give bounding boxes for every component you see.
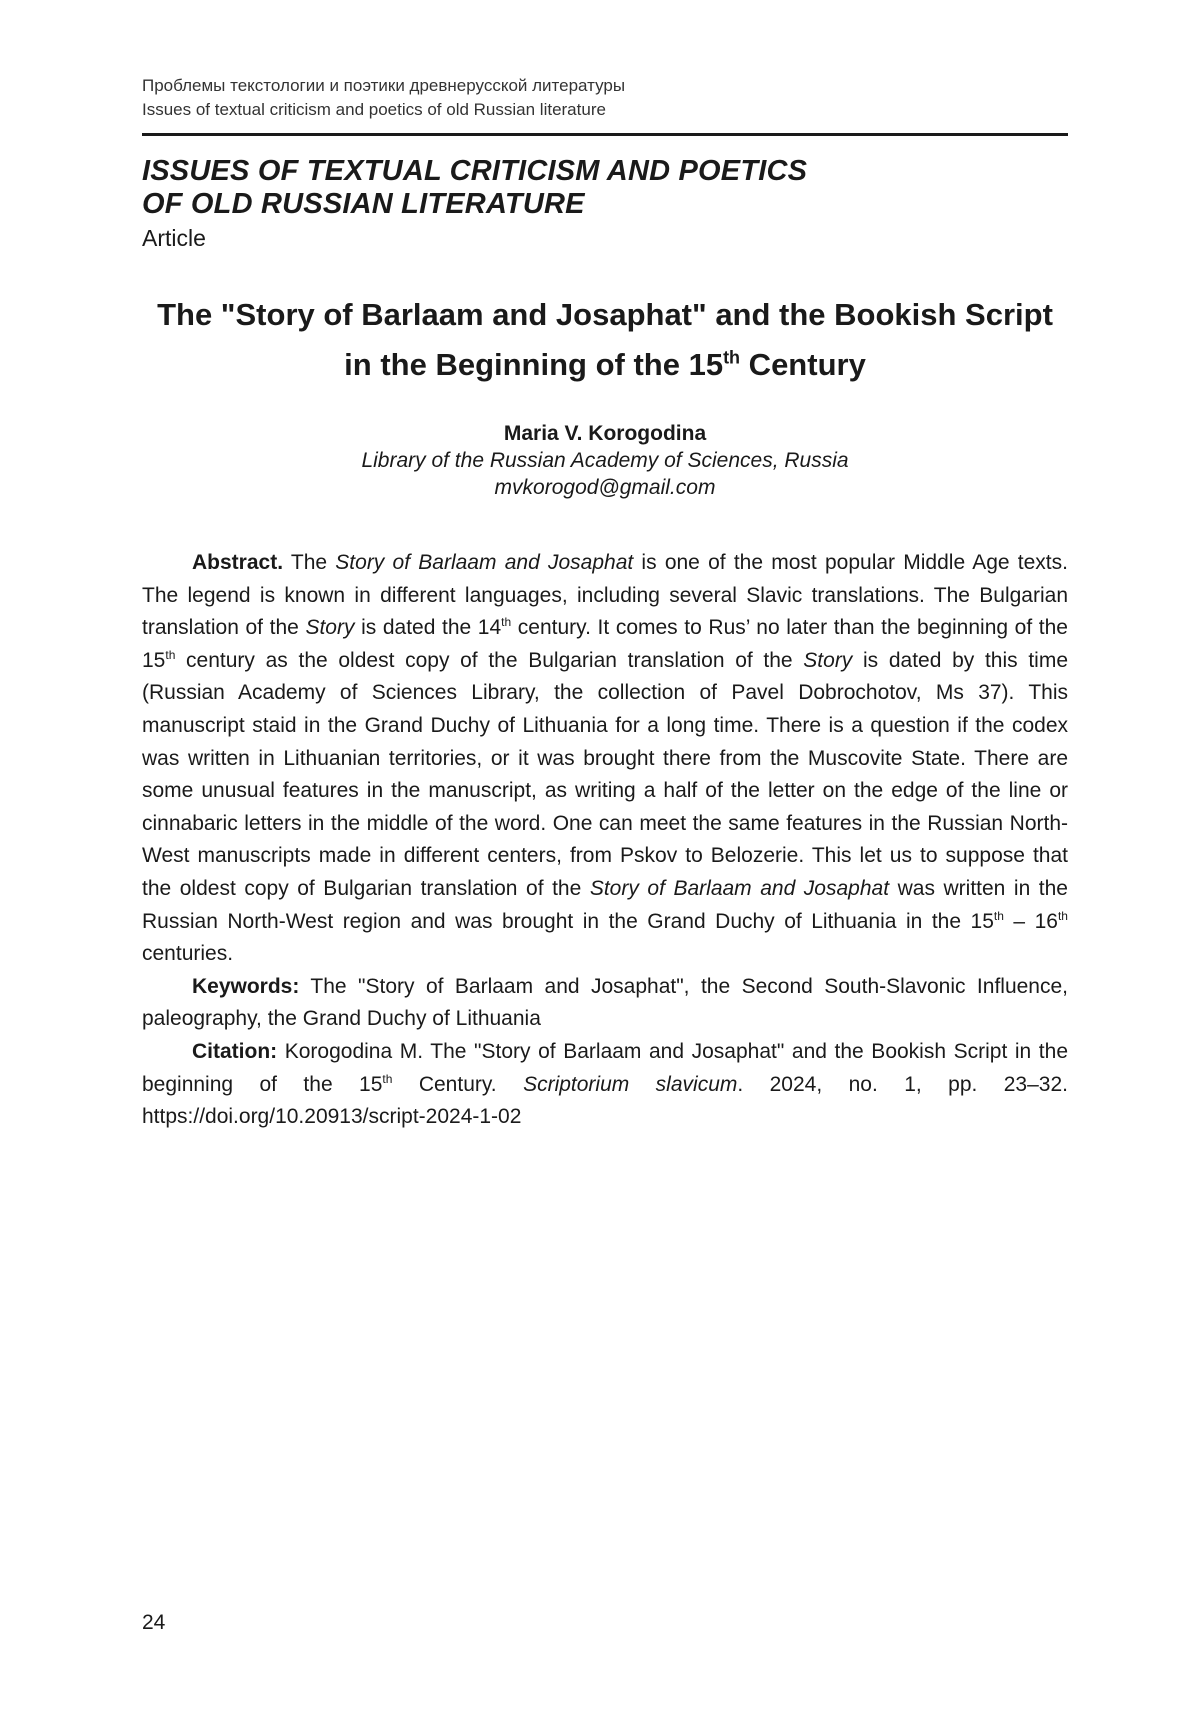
section-title: ISSUES OF TEXTUAL CRITICISM AND POETICS OF OLD RUSSIAN LITERATURE xyxy=(142,155,808,220)
article-title-end: Century xyxy=(740,347,866,382)
citation-text: Korogodina M. The "Story of Barlaam and Josaphat" and the Bookish Script in the beginning of the 15 xyxy=(142,1039,1068,1096)
running-header-russian: Проблемы текстологии и поэтики древнерусской литературы xyxy=(142,76,626,95)
abstract-text: was written in the Russian North-West region and was brought in the Grand Duchy of Lithuania in the 15 xyxy=(142,876,1068,933)
author-affiliation: Library of the Russian Academy of Sciences, Russia xyxy=(361,449,849,472)
abstract-text: is one of the most popular Middle Age texts. The legend is known in different languages, including several Slavic translations. The Bulgarian translation of the xyxy=(142,551,1068,640)
abstract-text: century. It comes to Rus’ no later than the beginning of the 15 xyxy=(142,616,1068,672)
citation-journal: Scriptorium slavicum xyxy=(523,1072,738,1096)
citation-paragraph xyxy=(142,1036,1068,1134)
article-title xyxy=(142,290,1068,390)
abstract-italic: Story xyxy=(305,616,355,640)
article-title-superscript: th xyxy=(723,347,741,368)
abstract-paragraph xyxy=(142,547,1068,971)
author-email: mvkorogod@gmail.com xyxy=(494,476,716,499)
citation-text: . 2024, no. 1, pp. 23–32. https://doi.org/10.20913/script-2024-1-02 xyxy=(142,1072,1068,1129)
page-number: 24 xyxy=(142,1611,166,1634)
abstract-italic: Story xyxy=(803,648,853,672)
author-name: Maria V. Korogodina xyxy=(503,422,707,445)
citation-label: Citation: xyxy=(192,1039,278,1063)
abstract-text: is dated the 14 xyxy=(354,616,502,640)
abstract-superscript: th xyxy=(1057,908,1068,923)
section-heading xyxy=(142,155,1068,253)
abstract-italic: Story of Barlaam and Josaphat xyxy=(589,876,890,900)
running-header xyxy=(142,74,1068,122)
author-block xyxy=(142,420,1068,501)
abstract-superscript: th xyxy=(501,615,512,630)
abstract-text: centuries. xyxy=(142,942,234,966)
abstract-text: century as the oldest copy of the Bulgarian translation of the xyxy=(175,648,804,672)
abstract-text: – 16 xyxy=(1003,909,1058,933)
article-type: Article xyxy=(142,225,206,251)
running-header-english: Issues of textual criticism and poetics of old Russian literature xyxy=(142,100,606,119)
keywords-text: The "Story of Barlaam and Josaphat", the Second South-Slavonic Influence, paleography, the Grand Duchy of Lithuania xyxy=(142,974,1068,1031)
keywords-paragraph xyxy=(142,971,1068,1036)
abstract-superscript: th xyxy=(993,908,1004,923)
citation-superscript: th xyxy=(382,1071,393,1086)
abstract-text: The xyxy=(283,551,336,574)
header-divider xyxy=(142,133,1068,136)
abstract-text: is dated by this time (Russian Academy of Sciences Library, the collection of Pavel Dobrochotov, Ms 37). This manuscript staid in the Grand Duchy of Lithuania for a long time. There is a question if the codex was written in Lithuanian territories, or it was brought there from the Muscovite State. There are some unusual features in the manuscript, as writing a half of the letter on the edge of the line or cinnabaric letters in the middle of the word. One can meet the same features in the Russian North-West manuscripts made in different centers, from Pskov to Belozerie. This let us to suppose that the oldest copy of Bulgarian translation of the xyxy=(142,648,1068,900)
article-title-text: The "Story of Barlaam and Josaphat" and the Bookish Script in the Beginning of the 15 xyxy=(157,297,1053,382)
abstract-superscript: th xyxy=(165,647,176,662)
abstract-label: Abstract. xyxy=(192,551,284,574)
abstract-italic: Story of Barlaam and Josaphat xyxy=(335,551,634,574)
article-front-matter xyxy=(142,547,1068,1134)
page xyxy=(142,0,1068,1729)
keywords-label: Keywords: xyxy=(192,974,300,998)
citation-text: Century. xyxy=(392,1072,524,1096)
